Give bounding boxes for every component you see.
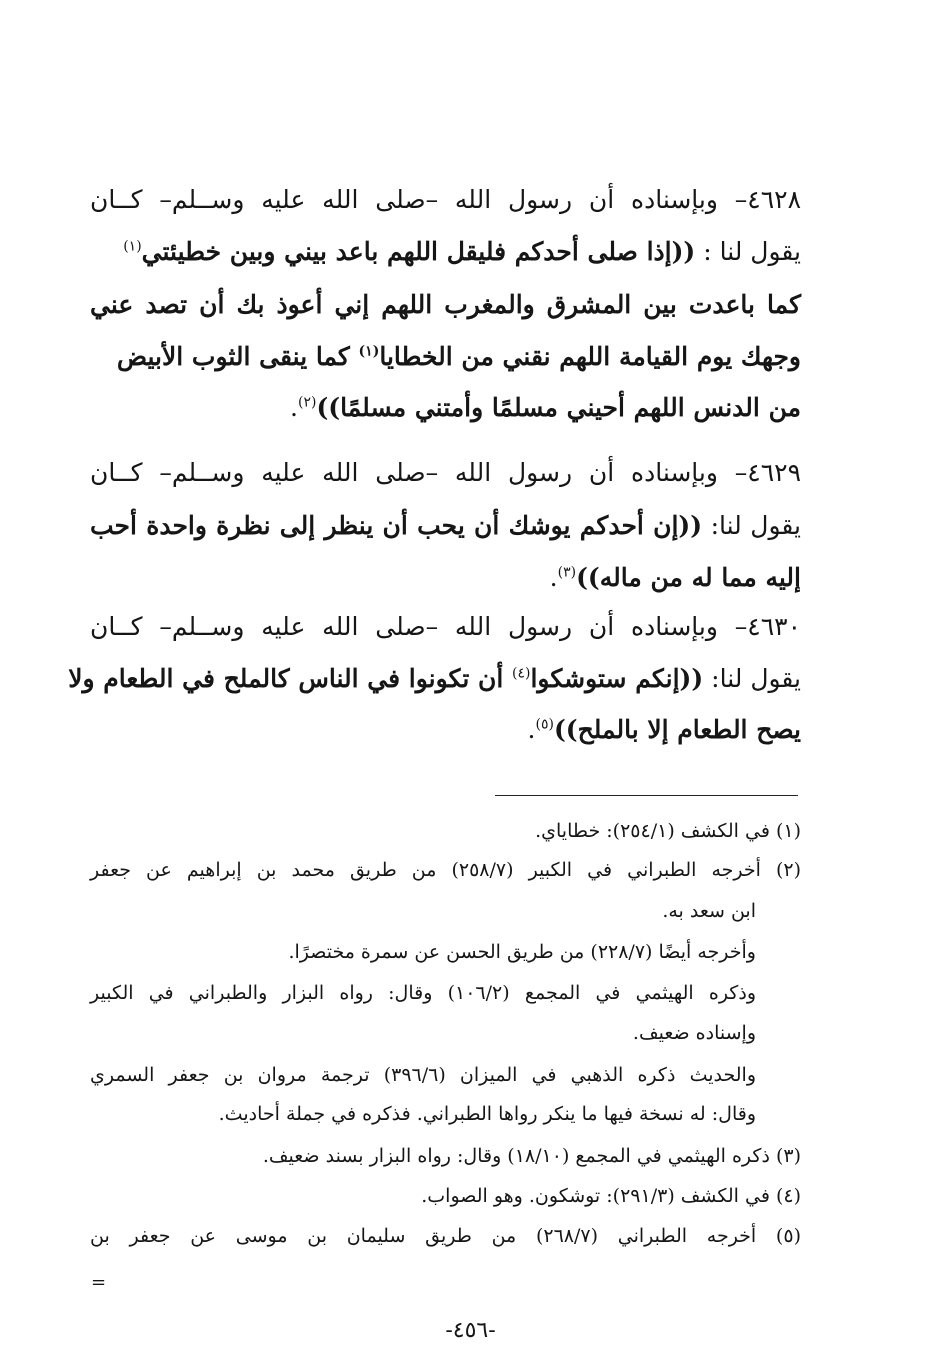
hadith-text: من الدنس اللهم أحيني مسلمًا وأمتني مسلمًا)) xyxy=(316,393,801,422)
footnote-3: (٣) ذكره الهيثمي في المجمع (١٨/١٠) وقال: رواه البزار بسند ضعيف. xyxy=(262,1145,801,1167)
hadith-4628-intro: ٤٦٢٨– وبإسناده أن رسول الله –صلى الله عليه وســلم– كــان xyxy=(90,185,801,214)
footnote-2-continued: والحديث ذكره الذهبي في الميزان (٣٩٦/٦) ترجمة مروان بن جعفر السمري xyxy=(90,1064,756,1086)
hadith-4628-line-2: كما باعدت بين المشرق والمغرب اللهم إني أعوذ بك أن تصد عني xyxy=(90,290,801,319)
hadith-4630-intro: ٤٦٣٠– وبإسناده أن رسول الله –صلى الله عليه وســلم– كــان xyxy=(90,612,801,641)
hadith-text: أن تكونوا في الناس كالملح في الطعام ولا xyxy=(68,664,513,693)
footnote-4: (٤) في الكشف (٢٩١/٣): توشكون. وهو الصواب. xyxy=(421,1185,801,1207)
footnote-1: (١) في الكشف (٢٥٤/١): خطاياي. xyxy=(535,820,801,842)
hadith-end: . xyxy=(549,563,558,592)
footnote-2-continued: وأخرجه أيضًا (٢٢٨/٧) من طريق الحسن عن سمرة مختصرًا. xyxy=(288,941,756,963)
footnote-2: (٢) أخرجه الطبراني في الكبير (٢٥٨/٧) من طريق محمد بن إبراهيم عن جعفر xyxy=(90,859,801,881)
footnote-marker: (٢) xyxy=(297,394,317,411)
footnote-marker: (٥) xyxy=(535,716,554,733)
hadith-text: ((إذا صلى أحدكم فليقل اللهم باعد بيني وبين خطيئتي xyxy=(141,237,696,266)
hadith-end: . xyxy=(290,393,298,422)
footnote-marker: (١) xyxy=(123,238,142,255)
hadith-text: ((إن أحدكم يوشك أن يحب أن ينظر إلى نظرة واحدة أحب xyxy=(90,511,703,540)
hadith-text: وجهك يوم القيامة اللهم نقني من الخطايا xyxy=(379,342,801,371)
hadith-4630-line-2 xyxy=(90,715,801,744)
hadith-text: يصح الطعام إلا بالملح)) xyxy=(553,715,801,744)
hadith-4629-line-2 xyxy=(90,563,801,592)
footnote-marker: (٣) xyxy=(557,564,577,581)
footnote-2-continued: وقال: له نسخة فيها ما ينكر رواها الطبراني. فذكره في جملة أحاديث. xyxy=(218,1103,756,1125)
footnote-separator xyxy=(495,795,798,796)
hadith-end: . xyxy=(527,715,536,744)
continuation-mark: = xyxy=(91,1272,107,1293)
hadith-text: ((إنكم ستوشكوا xyxy=(530,664,704,693)
footnote-5: (٥) أخرجه الطبراني (٢٦٨/٧) من طريق سليمان بن موسى عن جعفر بن xyxy=(90,1225,801,1247)
hadith-lead: يقول لنا: xyxy=(702,511,801,540)
footnote-2-continued: ابن سعد به. xyxy=(662,900,756,922)
hadith-4628-line-3 xyxy=(90,342,801,371)
hadith-text: كما ينقى الثوب الأبيض xyxy=(116,342,359,371)
page-number: -٤٥٦- xyxy=(445,1318,496,1343)
hadith-lead: يقول لنا: xyxy=(703,664,801,693)
hadith-4629-intro: ٤٦٢٩– وبإسناده أن رسول الله –صلى الله عليه وســلم– كــان xyxy=(90,458,801,487)
footnote-marker: (٤) xyxy=(512,665,531,682)
footnote-2-continued: وإسناده ضعيف. xyxy=(632,1022,756,1044)
hadith-lead: يقول لنا : xyxy=(695,237,801,266)
footnote-2-continued: وذكره الهيثمي في المجمع (١٠٦/٢) وقال: رواه البزار والطبراني في الكبير xyxy=(90,982,756,1004)
hadith-text: إليه مما له من ماله)) xyxy=(576,563,801,592)
hadith-4628-line-4 xyxy=(90,393,801,422)
hadith-4629-line-1 xyxy=(90,511,801,540)
footnote-marker: (١) xyxy=(358,343,380,360)
hadith-4628-line-1 xyxy=(90,237,801,266)
hadith-4630-line-1 xyxy=(68,664,801,693)
